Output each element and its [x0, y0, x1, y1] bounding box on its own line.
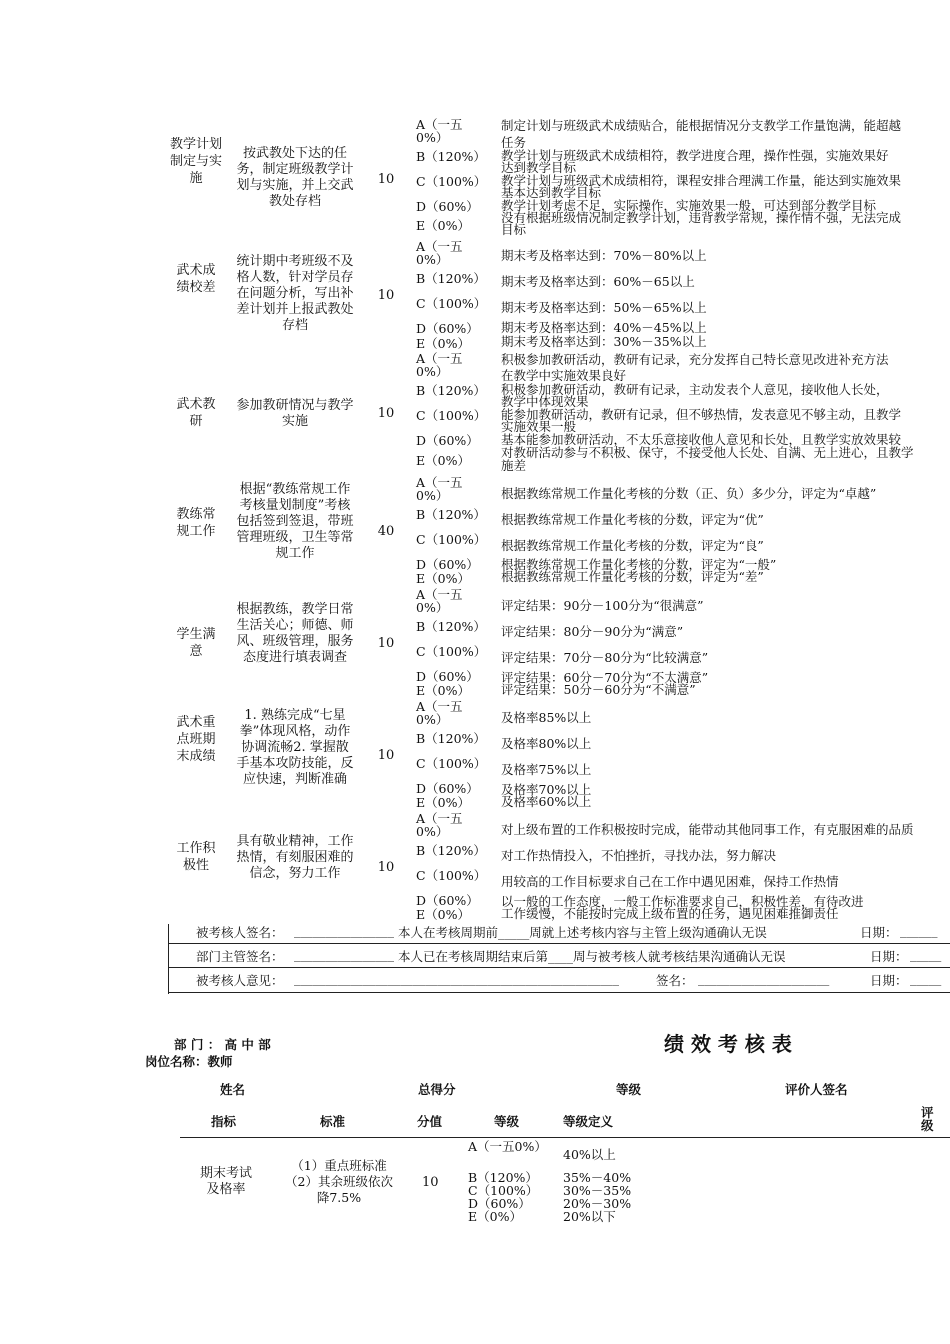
grade-def: 对工作热情投入，不怕挫折，寻找办法，努力解决 [501, 848, 777, 863]
grade-def: 达到教学目标 [501, 160, 577, 175]
grade-d: D（60%） [416, 433, 479, 448]
sign-label: 签名： [656, 973, 694, 988]
grade-e: E（0%） [416, 907, 470, 922]
divider [180, 1137, 950, 1138]
grade-def: 积极参加教研活动，教研有记录，主动发表个人意见，接收他人长处， [501, 382, 889, 397]
grade-def: 基本达到教学目标 [501, 185, 602, 200]
signer-label: 部门主管签名： [196, 949, 284, 964]
table-row [168, 239, 950, 351]
grade-def: 教学计划与班级武术成绩相符，课程安排合理满工作量，能达到实施效果 [501, 173, 902, 188]
grade-def: 评定结果：60分－70分为“不太满意” [501, 670, 709, 685]
table-row [168, 812, 950, 920]
standard-cell: 1. 熟练完成“七星拳”体现风格，动作协调流畅2. 掌握散手基本攻防技能，反应快速，判断准确 [236, 708, 354, 787]
grade-e: E（0%） [416, 218, 470, 233]
header-grade: 等级 [616, 1082, 642, 1097]
date-blank[interactable]: _____ [910, 971, 942, 986]
grade-a: A（一五0%） [416, 475, 463, 503]
grade-a: A（一五0%） [416, 811, 463, 839]
grade-def: 以一般的工作态度，一般工作标准要求自己，积极性差，有待改进 [501, 894, 864, 909]
grade-c: C（100%） [468, 1183, 539, 1198]
table-row [168, 476, 950, 584]
score-cell: 10 [377, 406, 395, 421]
opinion-blank[interactable]: ____________________________________________________ [294, 971, 619, 986]
table-row [168, 116, 950, 237]
grade-def: 没有根据班级情况制定教学计划，违背教学常规，操作情不强，无法完成 [501, 210, 902, 225]
grade-def: 工作缓慢，不能按时完成上级布置的任务，遇见困难推御责任 [501, 906, 839, 921]
grade-def: 及格率80%以上 [501, 736, 592, 751]
grade-def: 30%－35% [563, 1183, 632, 1198]
grade-a: A（一五0%） [416, 117, 463, 145]
score-cell: 10 [377, 172, 395, 187]
grade-def: 教学计划与班级武术成绩相符，教学进度合理，操作性强，实施效果好 [501, 148, 889, 163]
signature-blank[interactable]: _____________________ [698, 971, 830, 986]
grade-def: 评定结果：90分－100分为“很满意” [501, 598, 704, 613]
grade-def: 实施效果一般 [501, 419, 577, 434]
grade-def: 教学中体现效果 [501, 394, 589, 409]
department-label: 部 门 ： 高 中 部 [174, 1037, 271, 1052]
grade-d: D（60%） [416, 669, 479, 684]
signer-label: 被考核人签名： [196, 925, 284, 940]
indicator-cell: 教练常规工作 [176, 507, 216, 539]
confirm-text: 本人已在考核周期结束后第____周与被考核人就考核结果沟通确认无误 [398, 949, 786, 964]
score-cell: 10 [422, 1175, 439, 1190]
grade-d: D（60%） [416, 781, 479, 796]
grade-d: D（60%） [416, 893, 479, 908]
grade-def: 根据教练常规工作量化考核的分数，评定为“差” [501, 569, 764, 584]
grade-def: 期末考及格率达到：60%－65以上 [501, 274, 695, 289]
grade-c: C（100%） [416, 756, 487, 771]
grade-def: 用较高的工作目标要求自己在工作中遇见困难，保持工作热情 [501, 874, 839, 889]
grade-e: E（0%） [416, 795, 470, 810]
grade-def: 评定结果：70分－80分为“比较满意” [501, 650, 709, 665]
grade-b: B（120%） [416, 507, 486, 522]
signature-blank[interactable]: ________________ [294, 923, 394, 938]
grade-b: B（120%） [416, 843, 486, 858]
standard-cell: 根据教练，教学日常生活关心；师德、师风、班级管理，服务态度进行填表调查 [236, 602, 354, 665]
grade-def: 期末考及格率达到：30%－35%以上 [501, 334, 707, 349]
indicator-cell: 学生满意 [176, 627, 216, 659]
grade-e: E（0%） [416, 571, 470, 586]
header-total: 总得分 [418, 1082, 456, 1097]
grade-def: 目标 [501, 222, 527, 237]
grade-def: 及格率70%以上 [501, 782, 592, 797]
grade-def: 评定结果：50分－60分为“不满意” [501, 682, 696, 697]
grade-def: 35%－40% [563, 1170, 632, 1185]
standard-cell: 根据“教练常规工作考核量划制度”考核包括签到签退，带班管理班级，卫生等常规工作 [236, 482, 354, 561]
grade-c: C（100%） [416, 868, 487, 883]
grade-def: 任务 [501, 135, 527, 150]
signature-row-3 [168, 968, 950, 990]
grade-b: B（120%） [416, 149, 486, 164]
standard-cell: 统计期中考班级不及格人数，针对学员存在问题分析，写出补差计划并上报武教处存档 [236, 254, 354, 333]
signature-row-1 [168, 920, 950, 942]
grade-c: C（100%） [416, 532, 487, 547]
grade-def: 20%以下 [563, 1209, 616, 1224]
standard-cell: 按武教处下达的任务，制定班级教学计划与实施，并上交武教处存档 [236, 146, 354, 209]
date-label: 日期： [870, 949, 908, 964]
signer-label: 被考核人意见： [196, 973, 284, 988]
grade-def: 施差 [501, 458, 527, 473]
grade-b: B（120%） [416, 619, 486, 634]
indicator-cell: 工作积极性 [176, 841, 216, 873]
date-blank[interactable]: _____ [910, 947, 942, 962]
date-label: 日期： [860, 925, 898, 940]
grade-e: E（0%） [416, 683, 470, 698]
grade-def: 期末考及格率达到：50%－65%以上 [501, 300, 707, 315]
post-label: 岗位名称：教师 [145, 1054, 233, 1069]
grade-def: 积极参加教研活动，教研有记录，充分发挥自己特长意见改进补充方法 [501, 352, 889, 367]
grade-d: D（60%） [468, 1196, 531, 1211]
indicator-cell: 教学计划制定与实施 [169, 137, 222, 186]
indicator-cell: 期末考试及格率 [199, 1166, 252, 1197]
col-indicator: 指标 [211, 1114, 237, 1129]
table-row [168, 351, 950, 473]
grade-a: A（一五0%） [416, 351, 463, 379]
grade-def: 期末考及格率达到：70%－80%以上 [501, 248, 707, 263]
col-rating: 评级 [921, 1105, 934, 1133]
col-standard: 标准 [320, 1114, 346, 1129]
header-name: 姓名 [220, 1082, 246, 1097]
grade-def: 20%－30% [563, 1196, 632, 1211]
grade-c: C（100%） [416, 174, 487, 189]
grade-b: B（120%） [468, 1170, 538, 1185]
grade-c: C（100%） [416, 296, 487, 311]
grade-b: B（120%） [416, 731, 486, 746]
grade-e: E（0%） [468, 1209, 522, 1224]
score-cell: 10 [377, 636, 395, 651]
score-cell: 10 [377, 288, 395, 303]
score-cell: 10 [377, 860, 395, 875]
grade-def: 期末考及格率达到：40%－45%以上 [501, 320, 707, 335]
standard-cell: 具有敬业精神，工作热情，有刻服困难的信念，努力工作 [236, 834, 354, 881]
indicator-cell: 武术教研 [176, 397, 216, 429]
grade-c: C（100%） [416, 644, 487, 659]
signature-blank[interactable]: ________________ [294, 947, 394, 962]
grade-e: E（0%） [416, 336, 470, 351]
grade-a: A（一五0%） [416, 587, 463, 615]
grade-b: B（120%） [416, 271, 486, 286]
header-signer: 评价人签名 [785, 1082, 848, 1097]
score-cell: 40 [377, 524, 395, 539]
grade-d: D（60%） [416, 321, 479, 336]
grade-a: A（一五0%） [468, 1139, 547, 1154]
grade-def: 基本能参加教研活动，不太乐意接收他人意见和长处，且教学实放效果较 [501, 432, 902, 447]
grade-def: 对教研活动参与不积极、保守，不接受他人长处、自满、无上进心，且教学 [501, 445, 914, 460]
indicator-cell: 武术重点班期末成绩 [176, 715, 216, 764]
grade-e: E（0%） [416, 453, 470, 468]
grade-def: 制定计划与班级武术成绩贴合，能根据情况分支教学工作量饱满，能超越 [501, 118, 902, 133]
page-title: 绩 效 考 核 表 [664, 1032, 792, 1056]
grade-def: 40%以上 [563, 1147, 616, 1162]
grade-def: 根据教练常规工作量化考核的分数（正、负）多少分，评定为“卓越” [501, 486, 877, 501]
grade-a: A（一五0%） [416, 699, 463, 727]
table-row [168, 588, 950, 696]
divider [168, 992, 950, 993]
standard-cell: 参加教研情况与教学实施 [236, 398, 354, 429]
grade-def: 及格率85%以上 [501, 710, 592, 725]
grade-def: 根据教练常规工作量化考核的分数，评定为“一般” [501, 557, 777, 572]
indicator-cell: 武术成绩校差 [176, 263, 216, 295]
grade-def: 及格率75%以上 [501, 762, 592, 777]
grade-c: C（100%） [416, 408, 487, 423]
grade-def: 能参加教研活动，教研有记录，但不够热情，发表意见不够主动，且教学 [501, 407, 902, 422]
grade-d: D（60%） [416, 557, 479, 572]
col-grade: 等级 [494, 1114, 520, 1129]
col-score: 分值 [417, 1114, 443, 1129]
confirm-text: 本人在考核周期前_____周就上述考核内容与主管上级沟通确认无误 [398, 925, 767, 940]
grade-a: A（一五0%） [416, 239, 463, 267]
grade-def: 在教学中实施效果良好 [501, 368, 627, 383]
grade-def: 对上级布置的工作积极按时完成，能带动其他同事工作，有克服困难的品质 [501, 822, 914, 837]
score-cell: 10 [377, 748, 395, 763]
grade-def: 教学计划考虑不足，实际操作，实施效果一般，可达到部分教学目标 [501, 198, 877, 213]
signature-row-2 [168, 944, 950, 966]
grade-def: 及格率60%以上 [501, 794, 592, 809]
table-row [168, 700, 950, 808]
col-grade-def: 等级定义 [563, 1114, 614, 1129]
standard-cell: （1）重点班标准（2）其余班级依次降7.5% [285, 1158, 393, 1205]
date-label: 日期： [870, 973, 908, 988]
grade-d: D（60%） [416, 199, 479, 214]
date-blank[interactable]: ______ [900, 923, 938, 938]
grade-def: 根据教练常规工作量化考核的分数，评定为“良” [501, 538, 764, 553]
grade-def: 根据教练常规工作量化考核的分数，评定为“优” [501, 512, 764, 527]
grade-def: 评定结果：80分－90分为“满意” [501, 624, 684, 639]
grade-b: B（120%） [416, 383, 486, 398]
